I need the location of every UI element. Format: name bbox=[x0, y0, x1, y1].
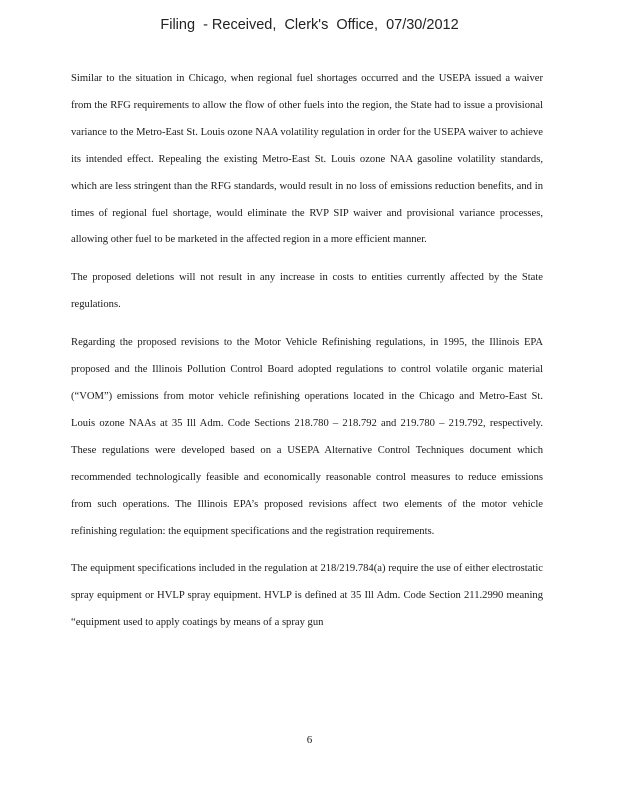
page-number: 6 bbox=[306, 734, 313, 746]
paragraph-fuel-waiver: Similar to the situation in Chicago, when regional fuel shortages occurred and the USEPA issued a waiver from the RFG requirements to allow the flow of other fuels into the region, the State had to issue a provisional variance to the Metro-East St. Louis ozone NAA volatility regulation in order for the USEPA waiver to achieve its intended effect. Repealing the existing Metro-East St. Louis ozone NAA gasoline volatility standards, which are less stringent than the RFG standards, would result in no loss of emissions reduction benefits, and in times of regional fuel shortage, would eliminate the RVP SIP waiver and provisional variance processes, allowing other fuel to be marketed in the affected region in a more efficient manner. bbox=[71, 73, 543, 246]
paragraph-motor-vehicle-refinishing: Regarding the proposed revisions to the Motor Vehicle Refinishing regulations, in 1995, the Illinois EPA proposed and the Illinois Pollution Control Board adopted regulations to control volatile organic material (“VOM”) emissions from motor vehicle refinishing operations located in the Chicago and Metro-East St. Louis ozone NAAs at 35 Ill Adm. Code Sections 218.780 – 218.792 and 219.780 – 219.792, respectively. These regulations were developed based on a USEPA Alternative Control Techniques document which recommended technologically feasible and economically reasonable control measures to reduce emissions from such operations. The Illinois EPA’s proposed revisions affect two elements of the motor vehicle refinishing regulation: the equipment specifications and the registration requirements. bbox=[71, 337, 543, 537]
paragraph-equipment-specifications: The equipment specifications included in the regulation at 218/219.784(a) require the use of either electrostatic spray equipment or HVLP spray equipment. HVLP is defined at 35 Ill Adm. Code Section 211.2990 meaning “equipment used to apply coatings by means of a spray gun bbox=[71, 563, 543, 629]
paragraph-proposed-deletions: The proposed deletions will not result in any increase in costs to entities currently affected by the State regulations. bbox=[71, 272, 543, 311]
document-body bbox=[71, 66, 543, 637]
filing-stamp-header: Filing - Received, Clerk's Office, 07/30/2012 bbox=[160, 17, 459, 33]
